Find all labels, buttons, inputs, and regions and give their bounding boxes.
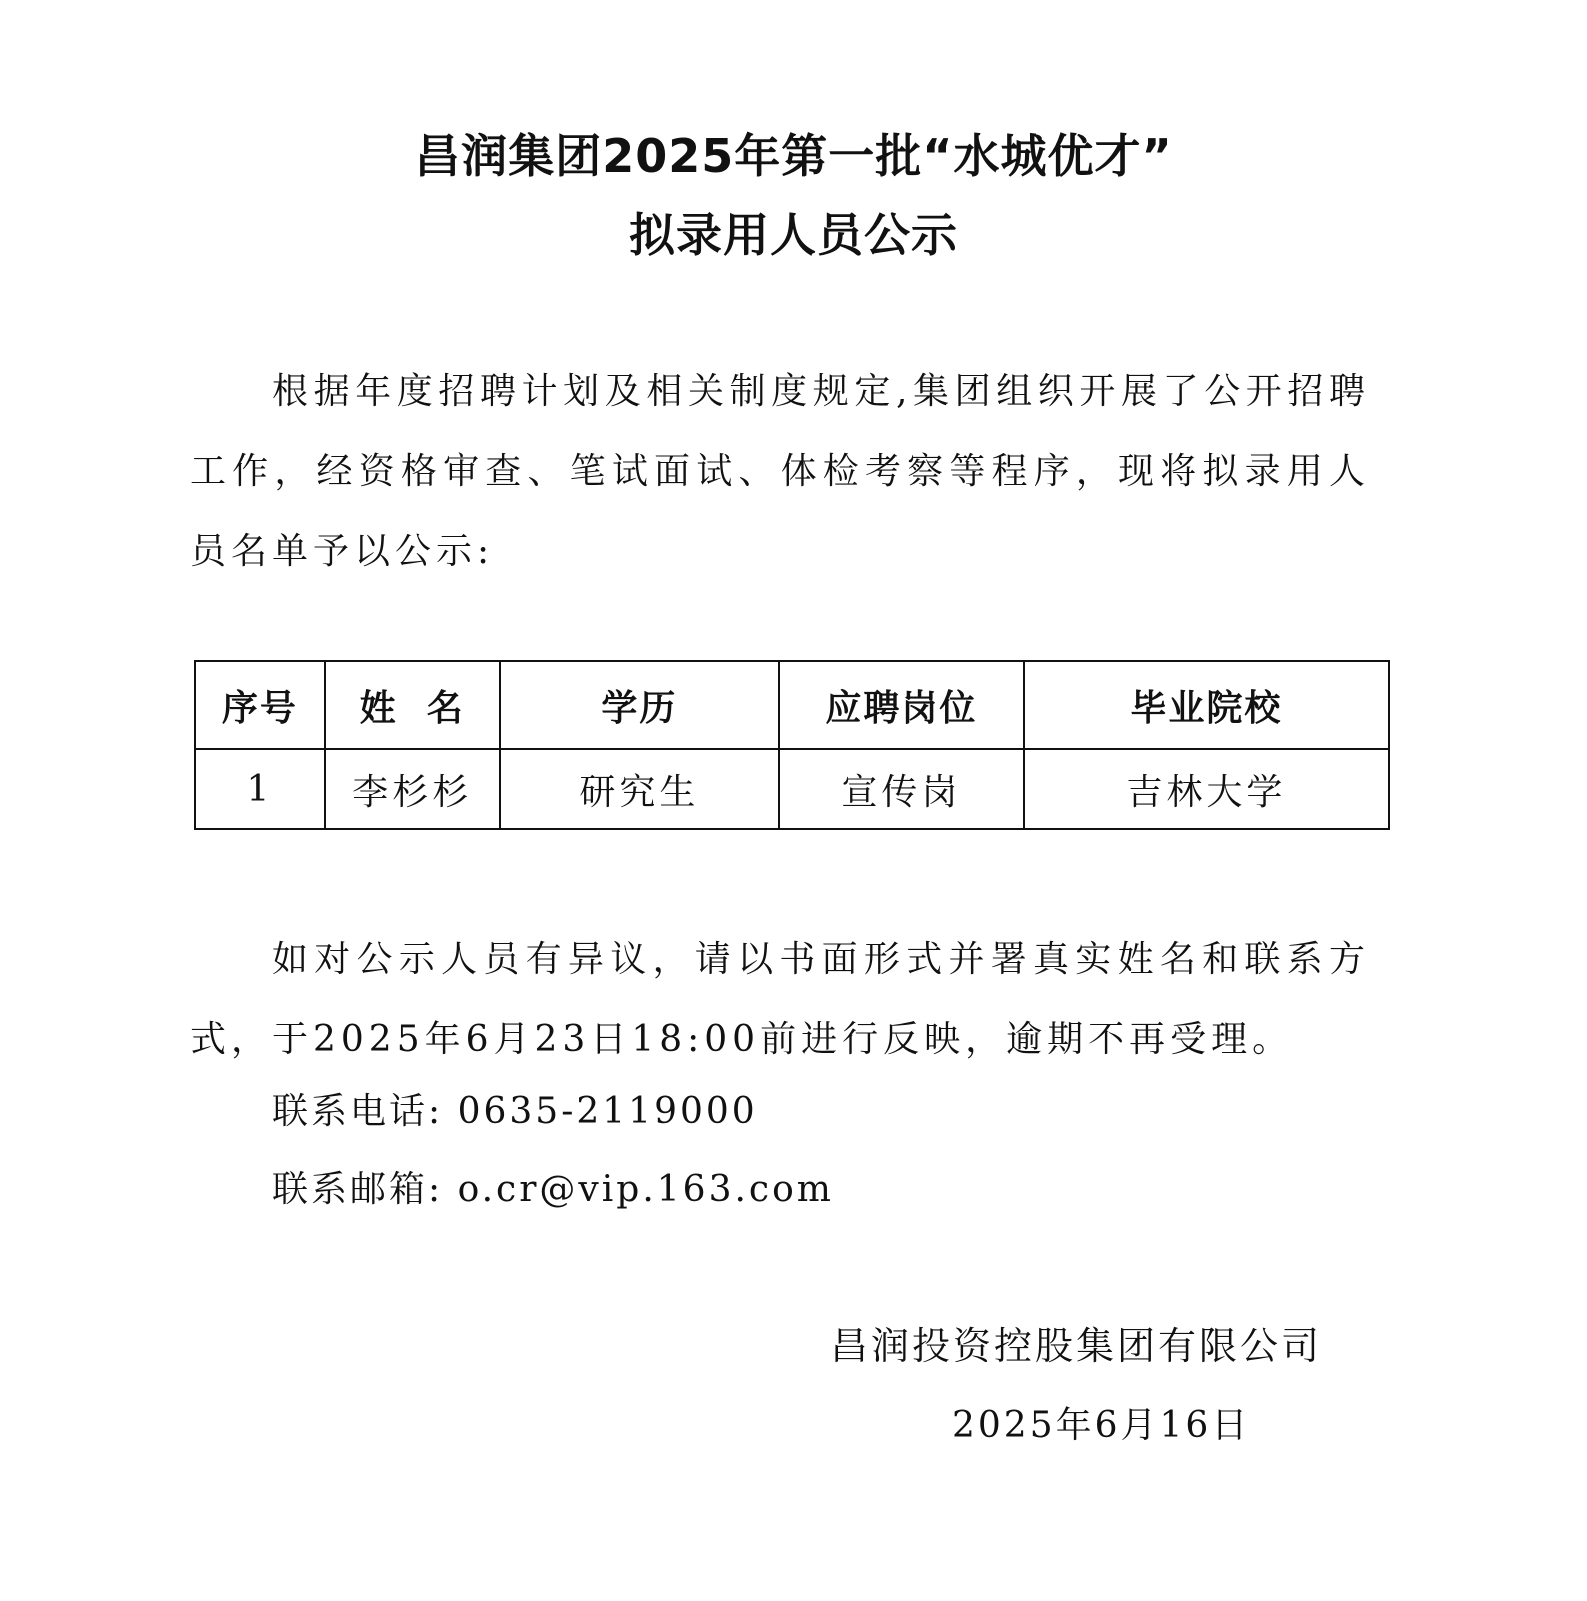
objection-paragraph: 如对公示人员有异议，请以书面形式并署真实姓名和联系方式，于2025年6月23日18:00前进行反映，逾期不再受理。	[190, 939, 1370, 1060]
document-title-line-1: 昌润集团2025年第一批“水城优才”	[414, 129, 1173, 183]
document-title-line-2: 拟录用人员公示	[629, 208, 958, 262]
contact-email: 联系邮箱: o.cr@vip.163.com	[272, 1169, 834, 1210]
cell-index: 1	[195, 749, 325, 829]
header-school: 毕业院校	[1024, 661, 1389, 749]
signature-organization: 昌润投资控股集团有限公司	[830, 1324, 1323, 1368]
table-header-row	[195, 661, 1389, 749]
table-row	[195, 749, 1389, 829]
cell-position: 宣传岗	[779, 749, 1024, 829]
candidate-table	[194, 660, 1390, 830]
cell-name: 李杉杉	[325, 749, 500, 829]
header-name: 姓 名	[325, 661, 500, 749]
contact-phone: 联系电话: 0635-2119000	[272, 1091, 758, 1132]
cell-school: 吉林大学	[1024, 749, 1389, 829]
header-education: 学历	[500, 661, 779, 749]
cell-education: 研究生	[500, 749, 779, 829]
header-position: 应聘岗位	[779, 661, 1024, 749]
intro-paragraph: 根据年度招聘计划及相关制度规定,集团组织开展了公开招聘工作，经资格审查、笔试面试、体检考察等程序，现将拟录用人员名单予以公示:	[190, 371, 1370, 572]
signature-date: 2025年6月16日	[952, 1405, 1251, 1446]
header-index: 序号	[195, 661, 325, 749]
